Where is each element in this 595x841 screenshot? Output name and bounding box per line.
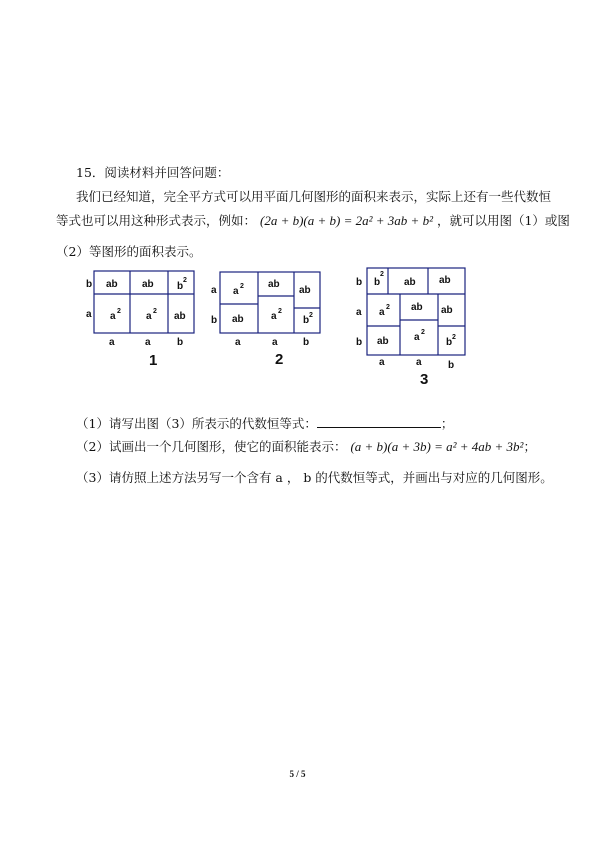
fig3-bottom-a-2: a bbox=[416, 357, 422, 368]
intro-line-2-suffix: ，就可以用图（1）或图 bbox=[436, 213, 570, 228]
fig1-cell-b: b bbox=[177, 281, 184, 292]
fig3-cell-b-2: b bbox=[446, 337, 453, 348]
fig1-cell-b-exp: 2 bbox=[183, 277, 187, 284]
fig3-number: 3 bbox=[420, 371, 429, 388]
fig3-cell-a-1-exp: 2 bbox=[386, 304, 390, 311]
figure-1 bbox=[84, 268, 204, 376]
fig2-cell-ab-2: ab bbox=[268, 279, 280, 290]
fig1-cell-a-1: a bbox=[110, 311, 116, 322]
fig2-number: 2 bbox=[275, 351, 284, 368]
fig2-bottom-a-1: a bbox=[235, 337, 241, 348]
question-2-formula: (a + b)(a + 3b) = a² + 4ab + 3b² bbox=[350, 439, 524, 454]
problem-title: 15．阅读材料并回答问题： bbox=[76, 165, 230, 180]
fig3-cell-b-2-exp: 2 bbox=[452, 334, 456, 341]
fig1-left-a: a bbox=[86, 309, 92, 320]
example-formula: (2a + b)(a + b) = 2a² + 3ab + b² bbox=[260, 213, 433, 228]
fig3-cell-ab-1: ab bbox=[404, 277, 416, 288]
fig3-cell-ab-3: ab bbox=[411, 302, 423, 313]
fig3-cell-a-1: a bbox=[379, 307, 385, 318]
fig1-cell-a-2: a bbox=[146, 311, 152, 322]
fig1-number: 1 bbox=[149, 352, 158, 369]
figure-2 bbox=[208, 268, 328, 376]
fig2-cell-b-exp: 2 bbox=[309, 312, 313, 319]
fig2-bottom-b: b bbox=[303, 337, 310, 348]
fig1-cell-ab-2: ab bbox=[142, 279, 154, 290]
fig3-cell-ab-2: ab bbox=[439, 275, 451, 286]
intro-line-2-prefix: 等式也可以用这种形式表示，例如： bbox=[56, 213, 257, 228]
fig1-left-b: b bbox=[86, 279, 93, 290]
question-3: （3）请仿照上述方法另写一个含有 a ， b 的代数恒等式，并画出与对应的几何图形。 bbox=[76, 470, 553, 485]
fig2-left-a: a bbox=[211, 285, 217, 296]
fig2-bottom-a-2: a bbox=[272, 337, 278, 348]
fig2-cell-b: b bbox=[303, 315, 310, 326]
fig2-left-b: b bbox=[211, 315, 218, 326]
fig1-cell-a-1-exp: 2 bbox=[117, 308, 121, 315]
fig3-bottom-a-1: a bbox=[379, 357, 385, 368]
fig2-cell-ab-3: ab bbox=[299, 285, 311, 296]
question-1-end: ； bbox=[440, 416, 454, 431]
fig1-bottom-b: b bbox=[177, 337, 184, 348]
fig2-cell-a-2: a bbox=[271, 311, 277, 322]
question-1 bbox=[76, 414, 453, 432]
fig3-cell-b-1-exp: 2 bbox=[380, 271, 384, 278]
fig2-cell-a-2-exp: 2 bbox=[278, 308, 282, 315]
fig3-left-b-2: b bbox=[356, 337, 363, 348]
fig3-cell-ab-4: ab bbox=[441, 305, 453, 316]
question-2-end: ； bbox=[523, 439, 536, 454]
intro-line-1: 我们已经知道，完全平方式可以用平面几何图形的面积来表示，实际上还有一些代数恒 bbox=[76, 189, 552, 204]
intro-line-3: （2）等图形的面积表示。 bbox=[56, 244, 202, 259]
fig1-bottom-a-1: a bbox=[109, 337, 115, 348]
fig2-cell-a-1-exp: 2 bbox=[240, 283, 244, 290]
fig3-left-a: a bbox=[356, 307, 362, 318]
intro-line-2 bbox=[56, 211, 570, 229]
fig1-bottom-a-2: a bbox=[145, 337, 151, 348]
page-number: 5 / 5 bbox=[289, 769, 306, 779]
figure-3 bbox=[350, 264, 475, 394]
fig3-cell-b-1: b bbox=[374, 277, 381, 288]
fig3-cell-a-2: a bbox=[414, 332, 420, 343]
fig2-cell-ab-1: ab bbox=[232, 314, 244, 325]
fig2-cell-a-1: a bbox=[233, 286, 239, 297]
fig3-cell-a-2-exp: 2 bbox=[421, 329, 425, 336]
fig3-bottom-b: b bbox=[448, 360, 455, 371]
fig3-left-b-1: b bbox=[356, 277, 363, 288]
question-2-text: （2）试画出一个几何图形，使它的面积能表示： bbox=[76, 439, 347, 454]
fig1-cell-a-2-exp: 2 bbox=[153, 308, 157, 315]
fig1-cell-ab-1: ab bbox=[106, 279, 118, 290]
fig1-cell-ab-3: ab bbox=[174, 311, 186, 322]
fig3-cell-ab-5: ab bbox=[377, 336, 389, 347]
question-1-text: （1）请写出图（3）所表示的代数恒等式： bbox=[76, 416, 317, 431]
question-2 bbox=[76, 437, 536, 455]
answer-blank[interactable] bbox=[317, 417, 441, 428]
